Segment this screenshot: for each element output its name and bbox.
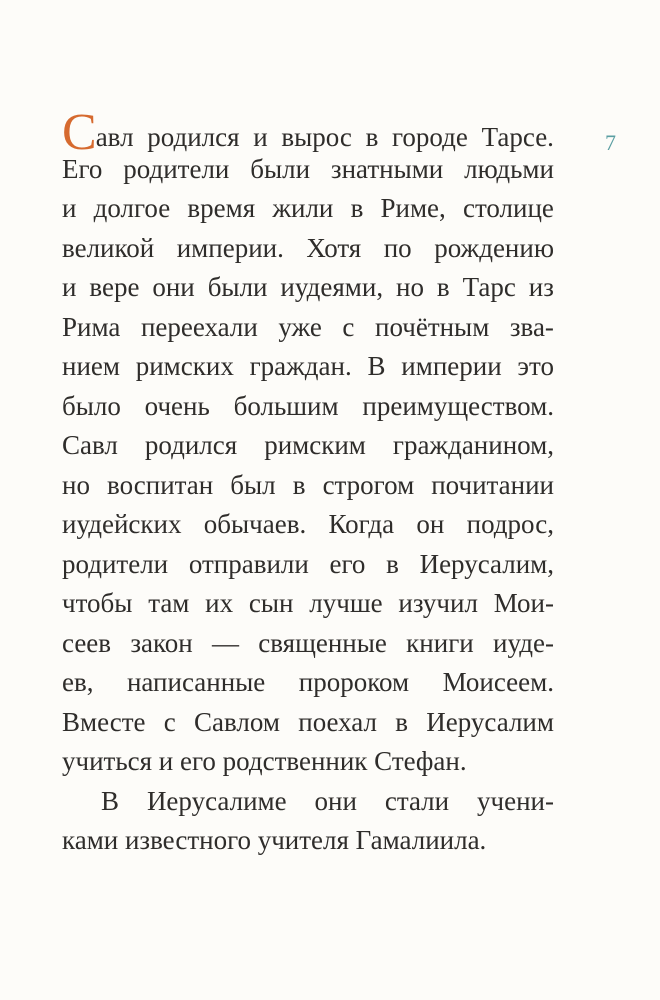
page-number: 7	[605, 130, 616, 155]
text-line: нием римских граждан. В империи это	[62, 351, 554, 381]
text-line: и вере они были иудеями, но в Тарс из	[62, 272, 554, 302]
text-line: ев, написанные пророком Моисеем.	[62, 667, 554, 697]
first-line-text: авл родился и вырос в городе Тарсе.	[95, 122, 554, 152]
text-line: иудейских обычаев. Когда он подрос,	[62, 509, 554, 539]
drop-cap: С	[62, 104, 97, 161]
text-line: великой империи. Хотя по рождению	[62, 232, 554, 263]
text-line: В Иерусалиме они стали учени-	[101, 785, 554, 816]
text-line: родители отправили его в Иерусалим,	[62, 548, 554, 579]
text-line: чтобы там их сын лучше изучил Мои-	[62, 588, 554, 618]
text-line: ками известного учителя Гамалиила.	[62, 825, 487, 855]
text-line: но воспитан был в строгом почитании	[62, 469, 554, 500]
text-line: сеев закон — священные книги иуде-	[62, 627, 554, 658]
text-line: Его родители были знатными людьми	[62, 153, 554, 184]
body-text	[62, 104, 554, 861]
text-line: учиться и его родственник Стефан.	[62, 746, 467, 776]
text-line: Вместе с Савлом поехал в Иерусалим	[62, 706, 554, 737]
text-line: Рима переехали уже с почётным зва-	[62, 311, 554, 342]
text-line: Савл родился римским гражданином,	[62, 430, 554, 460]
text-line: и долгое время жили в Риме, столице	[62, 193, 554, 223]
text-line	[62, 104, 554, 161]
text-line: было очень большим преимуществом.	[62, 390, 554, 421]
